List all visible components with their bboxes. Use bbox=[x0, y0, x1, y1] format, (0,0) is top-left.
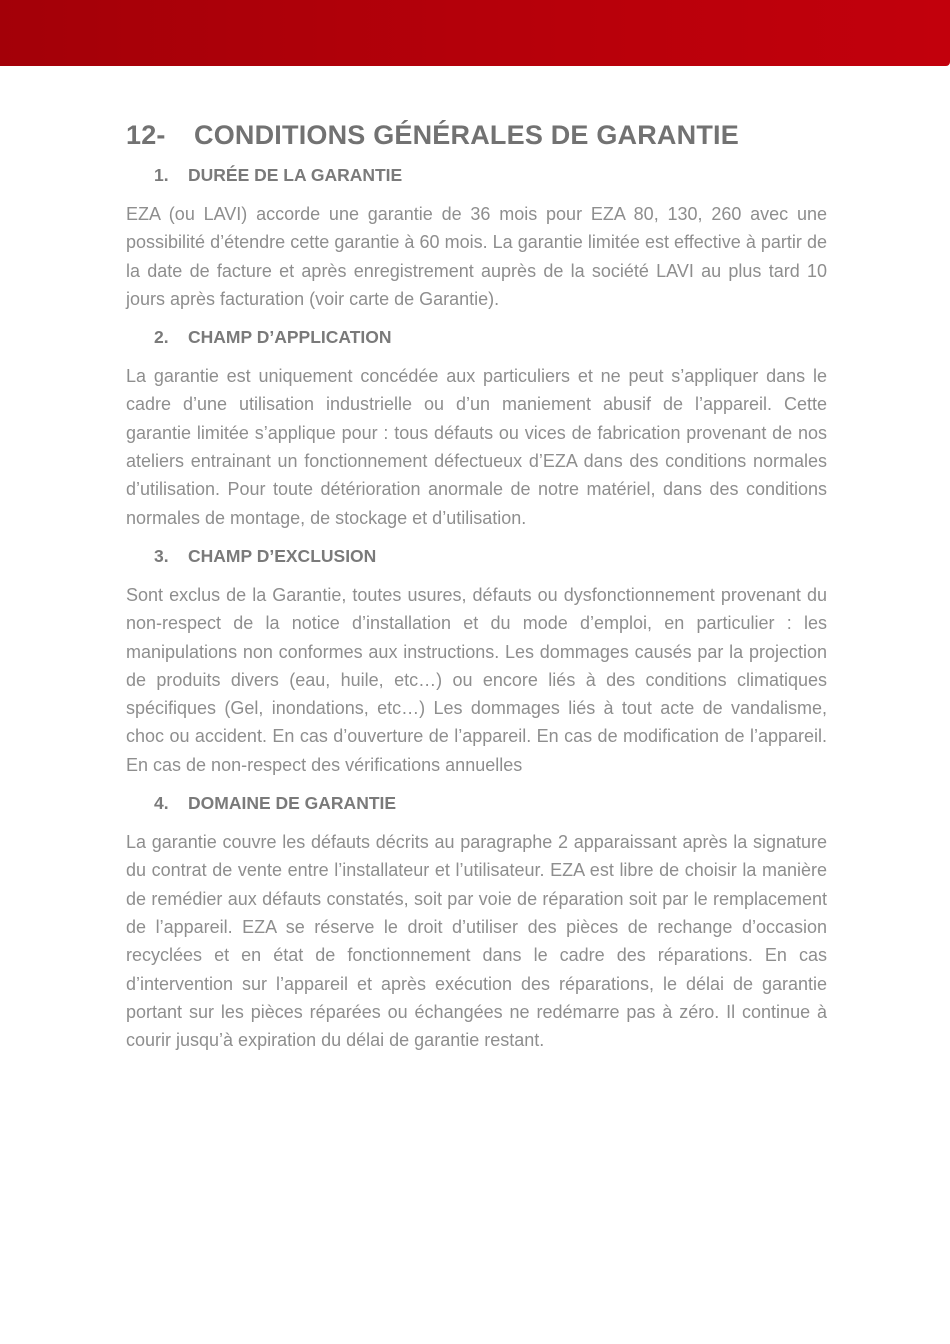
header-band bbox=[0, 0, 950, 66]
document-body bbox=[126, 120, 827, 1068]
subsection-title-text: CHAMP D’APPLICATION bbox=[188, 327, 392, 348]
section-number: 12- bbox=[126, 120, 166, 150]
subsection-exclusion bbox=[126, 546, 827, 779]
subsection-title-text: DOMAINE DE GARANTIE bbox=[188, 793, 397, 814]
subsection-paragraph: La garantie couvre les défauts décrits au paragraphe 2 apparaissant après la signature du contrat de vente entre l’installateur et l’utilisateur. EZA est libre de choisir la manière de remédier aux défauts constatés, soit par voie de réparation soit par le remplacement de l’appareil. EZA se réserve le droit d’utiliser des pièces de rechange d’occasion recyclées et en état de fonctionnement dans le cadre des réparations. En cas d’intervention sur l’appareil et après exécution des réparations, le délai de garantie portant sur les pièces réparées ou échangées ne redémarre pas à zéro. Il continue à courir jusqu’à expiration du délai de garantie restant. bbox=[126, 832, 827, 1051]
subsection-paragraph: Sont exclus de la Garantie, toutes usures, défauts ou dysfonctionnement provenant du non-respect de la notice d’installation et du mode d’emploi, en particulier : les manipulations non conformes aux instructions. Les dommages causés par la projection de produits divers (eau, huile, etc…) ou encore liés à des conditions climatiques spécifiques (Gel, inondations, etc…) Les dommages liés à tout acte de vandalisme, choc ou accident. En cas d’ouverture de l’appareil. En cas de modification de l’appareil. En cas de non-respect des vérifications annuelles bbox=[126, 584, 827, 775]
subsection-number: 3. bbox=[154, 545, 169, 566]
subsection-paragraph: La garantie est uniquement concédée aux particuliers et ne peut s’appliquer dans le cadre d’une utilisation industrielle ou d’un maniement abusif de l’appareil. Cette garantie limitée s’applique pour : tous défauts ou vices de fabrication provenant de nos ateliers entrainant un fonctionnement défectueux d’EZA dans des conditions normales d’utilisation. Pour toute détérioration anormale de notre matériel, dans des conditions normales de montage, de stockage et d’utilisation. bbox=[126, 366, 827, 528]
subsection-title bbox=[126, 546, 827, 567]
subsection-title bbox=[126, 793, 827, 814]
section-title-text: CONDITIONS GÉNÉRALES DE GARANTIE bbox=[194, 120, 739, 150]
subsection-application bbox=[126, 327, 827, 532]
subsection-domaine bbox=[126, 793, 827, 1054]
section-title bbox=[126, 120, 827, 151]
subsection-paragraph: EZA (ou LAVI) accorde une garantie de 36 mois pour EZA 80, 130, 260 avec une possibilité d’étendre cette garantie à 60 mois. La garantie limitée est effective à partir de la date de facture et après enregistrement auprès de la société LAVI au plus tard 10 jours après facturation (voir carte de Garantie). bbox=[126, 204, 827, 309]
subsection-title-text: DURÉE DE LA GARANTIE bbox=[188, 165, 403, 185]
subsection-title bbox=[126, 327, 827, 348]
subsection-duree bbox=[126, 165, 827, 313]
subsection-title bbox=[126, 165, 827, 186]
subsection-number: 1. bbox=[154, 165, 169, 185]
subsection-number: 4. bbox=[154, 793, 169, 814]
subsection-title-text: CHAMP D’EXCLUSION bbox=[188, 545, 377, 566]
subsection-number: 2. bbox=[154, 327, 169, 348]
